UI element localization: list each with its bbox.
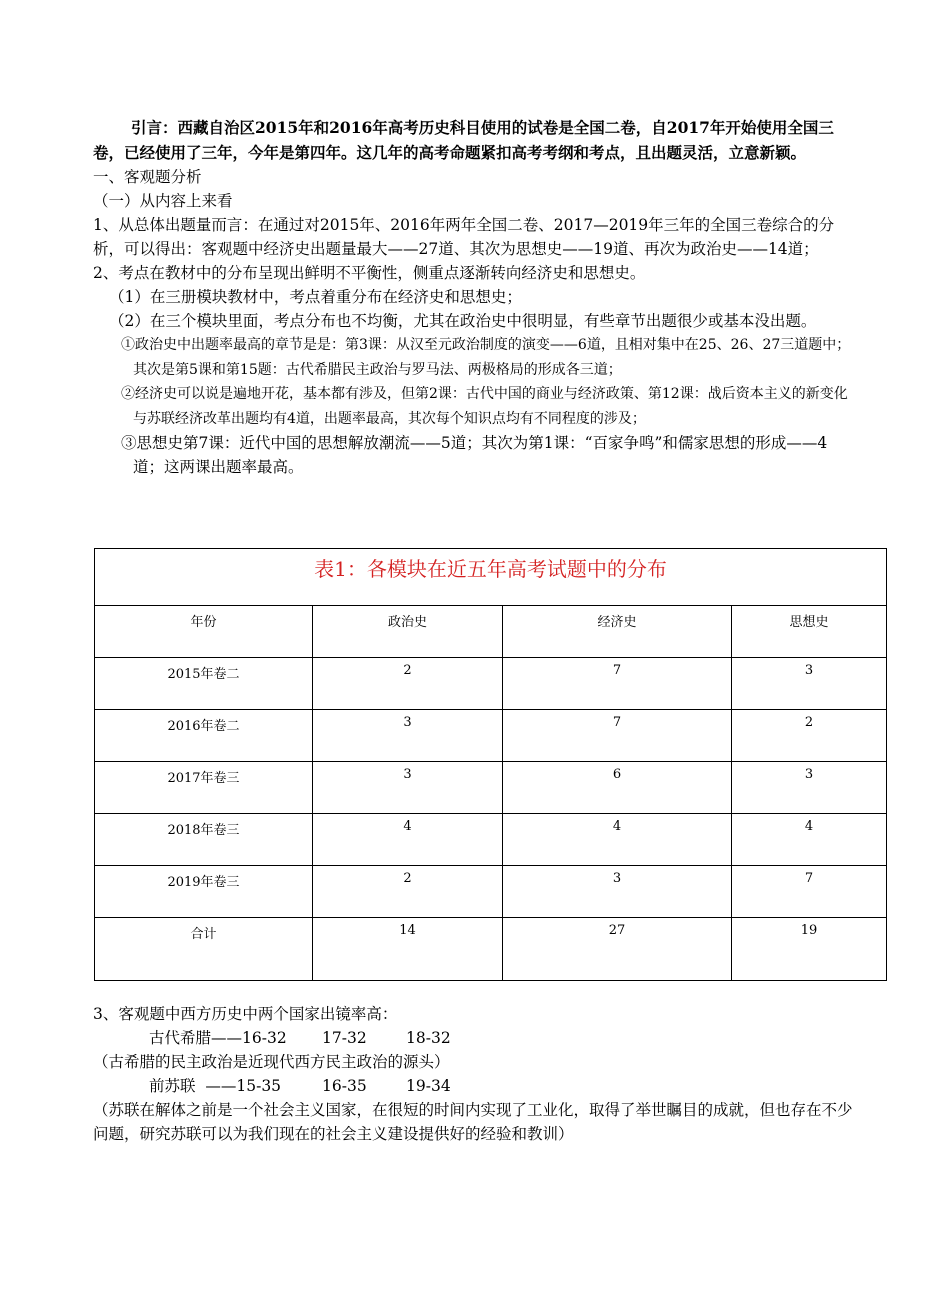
cell-economy: 3 (503, 866, 732, 918)
cell-year: 2017年卷三 (95, 762, 313, 814)
cell-economy: 27 (503, 918, 732, 981)
cell-politics: 2 (313, 866, 503, 918)
cell-year: 合计 (95, 918, 313, 981)
ussr-ref-a: 16-35 (322, 1077, 367, 1095)
ussr-line (93, 1074, 863, 1098)
cell-politics: 4 (313, 814, 503, 866)
section-3 (93, 1002, 863, 1146)
ussr-ref-b: 19-34 (406, 1077, 451, 1095)
header-economy: 经济史 (503, 606, 732, 658)
paragraph-2-2: （2）在三个模块里面，考点分布也不均衡，尤其在政治史中很明显，有些章节出题很少或基本没出题。 (109, 312, 817, 330)
greece-name: 古代希腊——16-32 (149, 1029, 287, 1047)
table-row (95, 814, 887, 866)
cell-thought: 4 (732, 814, 887, 866)
table-row (95, 866, 887, 918)
cell-economy: 4 (503, 814, 732, 866)
greece-ref-b: 18-32 (406, 1029, 451, 1047)
greece-note: （古希腊的民主政治是近现代西方民主政治的源头） (93, 1053, 450, 1071)
table-total-row (95, 918, 887, 981)
ussr-name: 前苏联 ——15-35 (149, 1077, 282, 1095)
table-row (95, 762, 887, 814)
cell-economy: 7 (503, 710, 732, 762)
cell-thought: 19 (732, 918, 887, 981)
cell-economy: 6 (503, 762, 732, 814)
table-title: 表1：各模块在近五年高考试题中的分布 (95, 549, 887, 606)
section1-title: 一、客观题分析 (93, 168, 202, 186)
table-header-row (95, 606, 887, 658)
paragraph-2-2-c: ③思想史第7课：近代中国的思想解放潮流——5道；其次为第1课：“百家争鸣”和儒家思想的形成——4道；这两课出题率最高。 (121, 434, 828, 476)
cell-politics: 3 (313, 710, 503, 762)
paragraph-1: 1、从总体出题量而言：在通过对2015年、2016年两年全国二卷、2017—2019年三年的全国三卷综合的分析，可以得出：客观题中经济史出题量最大——27道、其次为思想史——19道、再次为政治史——14道； (93, 216, 835, 258)
cell-economy: 7 (503, 658, 732, 710)
cell-politics: 3 (313, 762, 503, 814)
paragraph-2: 2、考点在教材中的分布呈现出鲜明不平衡性，侧重点逐渐转向经济史和思想史。 (93, 264, 646, 282)
table-row (95, 710, 887, 762)
cell-thought: 7 (732, 866, 887, 918)
paragraph-2-1: （1）在三册模块教材中，考点着重分布在经济史和思想史； (109, 288, 522, 306)
greece-ref-a: 17-32 (322, 1029, 367, 1047)
cell-thought: 3 (732, 762, 887, 814)
greece-line (93, 1026, 863, 1050)
cell-politics: 2 (313, 658, 503, 710)
paragraph-2-2-a: ①政治史中出题率最高的章节是是：第3课：从汉至元政治制度的演变——6道，且相对集中在25、26、27三道题中；其次是第5课和第15题：古代希腊民主政治与罗马法、两极格局的形成各三道； (121, 337, 851, 378)
sub1-title: （一）从内容上来看 (93, 192, 233, 210)
cell-year: 2015年卷二 (95, 658, 313, 710)
header-year: 年份 (95, 606, 313, 658)
cell-thought: 3 (732, 658, 887, 710)
distribution-table (94, 548, 887, 981)
paragraph-2-2-b: ②经济史可以说是遍地开花，基本都有涉及，但第2课：古代中国的商业与经济政策、第12课：战后资本主义的新变化与苏联经济改革出题均有4道，出题率最高，其次每个知识点均有不同程度的涉及； (121, 386, 848, 427)
cell-politics: 14 (313, 918, 503, 981)
paragraph-3: 3、客观题中西方历史中两个国家出镜率高： (93, 1005, 398, 1023)
cell-year: 2018年卷三 (95, 814, 313, 866)
ussr-note: （苏联在解体之前是一个社会主义国家，在很短的时间内实现了工业化，取得了举世瞩目的成就，但也存在不少问题，研究苏联可以为我们现在的社会主义建设提供好的经验和教训） (93, 1101, 853, 1143)
cell-thought: 2 (732, 710, 887, 762)
header-thought: 思想史 (732, 606, 887, 658)
table-row (95, 658, 887, 710)
cell-year: 2019年卷三 (95, 866, 313, 918)
cell-year: 2016年卷二 (95, 710, 313, 762)
header-politics: 政治史 (313, 606, 503, 658)
document-body (93, 115, 858, 479)
intro-paragraph: 引言：西藏自治区2015年和2016年高考历史科目使用的试卷是全国二卷，自2017年开始使用全国三卷，已经使用了三年，今年是第四年。这几年的高考命题紧扣高考考纲和考点，且出题灵活，立意新颖。 (93, 118, 834, 162)
